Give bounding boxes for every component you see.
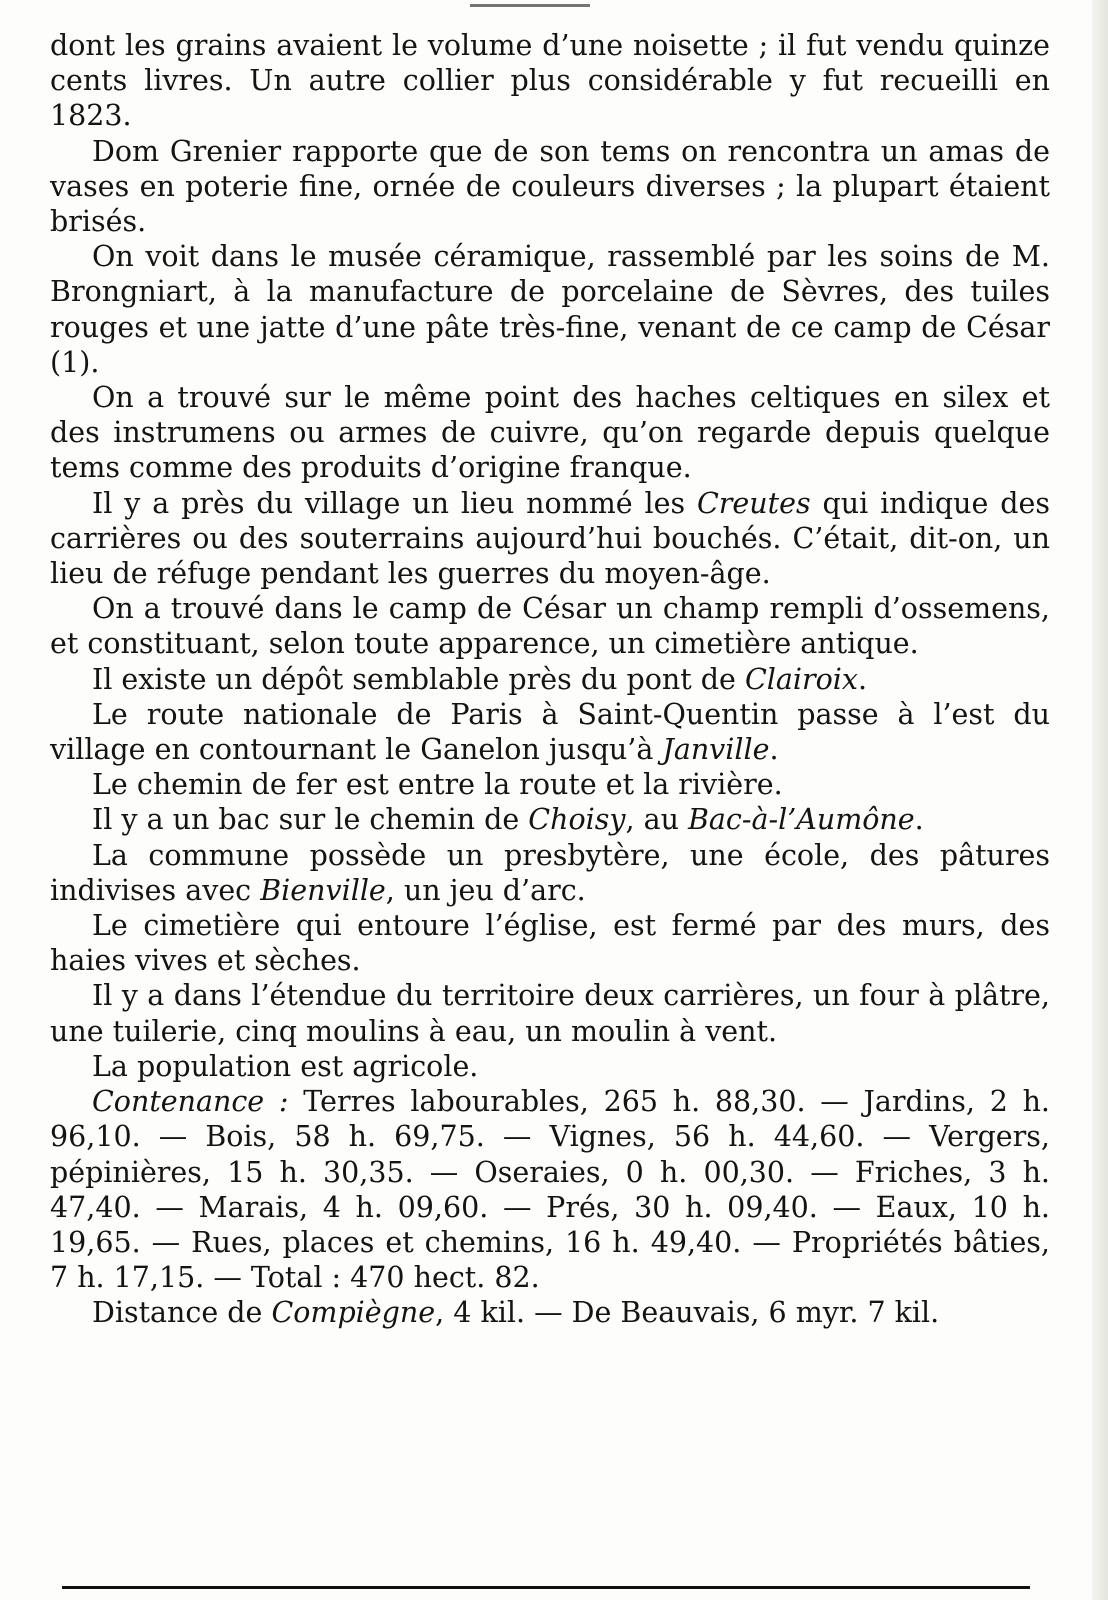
place-bienville: Bienville [260, 873, 386, 907]
paragraph-commune: La commune possède un presbytère, une école, des pâtures indivises avec Bienville, un jeu d’arc. [50, 838, 1050, 907]
page-edge [1092, 0, 1108, 1600]
paragraph-cimetiere: Le cimetière qui entoure l’église, est fermé par des murs, des haies vives et sèches. [50, 909, 1050, 978]
paragraph-contenance: Contenance : Terres labourables, 265 h. 88,30. — Jardins, 2 h. 96,10. — Bois, 58 h. 69,75. — Vignes, 56 h. 44,60. — Vergers, pépinières, 15 h. 30,35. — Oseraies, 0 h. 00,30. — Friches, 3 h. 47,40. — Marais, 4 h. 09,60. — Prés, 30 h. 09,40. — Eaux, 10 h. 19,65. — Rues, places et chemins, 16 h. 49,40. — Propriétés bâties, 7 h. 17,15. — Total : 470 hect. 82. [50, 1085, 1050, 1295]
paragraph-musee-ceramique: On voit dans le musée céramique, rassemblé par les soins de M. Brongniart, à la manufacture de porcelaine de Sèvres, des tuiles rouges et une jatte d’une pâte très-fine, venant de ce camp de César (1). [50, 240, 1050, 379]
contenance-label: Contenance : [92, 1085, 289, 1119]
paragraph-necklace: dont les grains avaient le volume d’une noisette ; il fut vendu quinze cents livres. Un autre collier plus considérable y fut recueilli en 1823. [50, 29, 1050, 133]
place-janville: Janville [662, 733, 770, 767]
paragraph-carrieres: Il y a dans l’étendue du territoire deux carrières, un four à plâtre, une tuilerie, cinq moulins à eau, un moulin à vent. [50, 979, 1050, 1048]
paragraph-population: La population est agricole. [92, 1049, 479, 1083]
paragraph-clairoix: Il existe un dépôt semblable près du pont de Clairoix. [92, 662, 868, 696]
bottom-rule [62, 1586, 1030, 1589]
place-bac-a-laumone: Bac-à-l’Aumône [687, 803, 915, 837]
paragraph-haches-celtiques: On a trouvé sur le même point des haches celtiques en silex et des instrumens ou armes de cuivre, qu’on regarde depuis quelque tems comme des produits d’origine franque. [50, 381, 1050, 485]
paragraph-ossemens: On a trouvé dans le camp de César un champ rempli d’ossemens, et constituant, selon toute apparence, un cimetière antique. [50, 592, 1050, 661]
paragraph-distance: Distance de Compiègne, 4 kil. — De Beauvais, 6 myr. 7 kil. [92, 1296, 940, 1330]
paragraph-chemin-de-fer: Le chemin de fer est entre la route et la rivière. [92, 768, 783, 802]
place-clairoix: Clairoix [744, 662, 858, 696]
paragraph-bac: Il y a un bac sur le chemin de Choisy, au Bac-à-l’Aumône. [92, 803, 924, 837]
paragraph-creutes: Il y a près du village un lieu nommé les Creutes qui indique des carrières ou des souterrains aujourd’hui bouchés. C’était, dit-on, un lieu de réfuge pendant les guerres du moyen-âge. [50, 486, 1050, 591]
paragraph-route-nationale: Le route nationale de Paris à Saint-Quentin passe à l’est du village en contournant le Ganelon jusqu’à Janville. [50, 697, 1050, 767]
place-creutes: Creutes [696, 486, 811, 520]
body-text [50, 28, 1050, 1331]
page-number-fragment [470, 0, 590, 7]
place-compiegne: Compiègne [271, 1296, 436, 1330]
paragraph-dom-grenier: Dom Grenier rapporte que de son tems on rencontra un amas de vases en poterie fine, ornée de couleurs diverses ; la plupart étaient brisés. [50, 134, 1050, 239]
place-choisy: Choisy [528, 803, 626, 837]
